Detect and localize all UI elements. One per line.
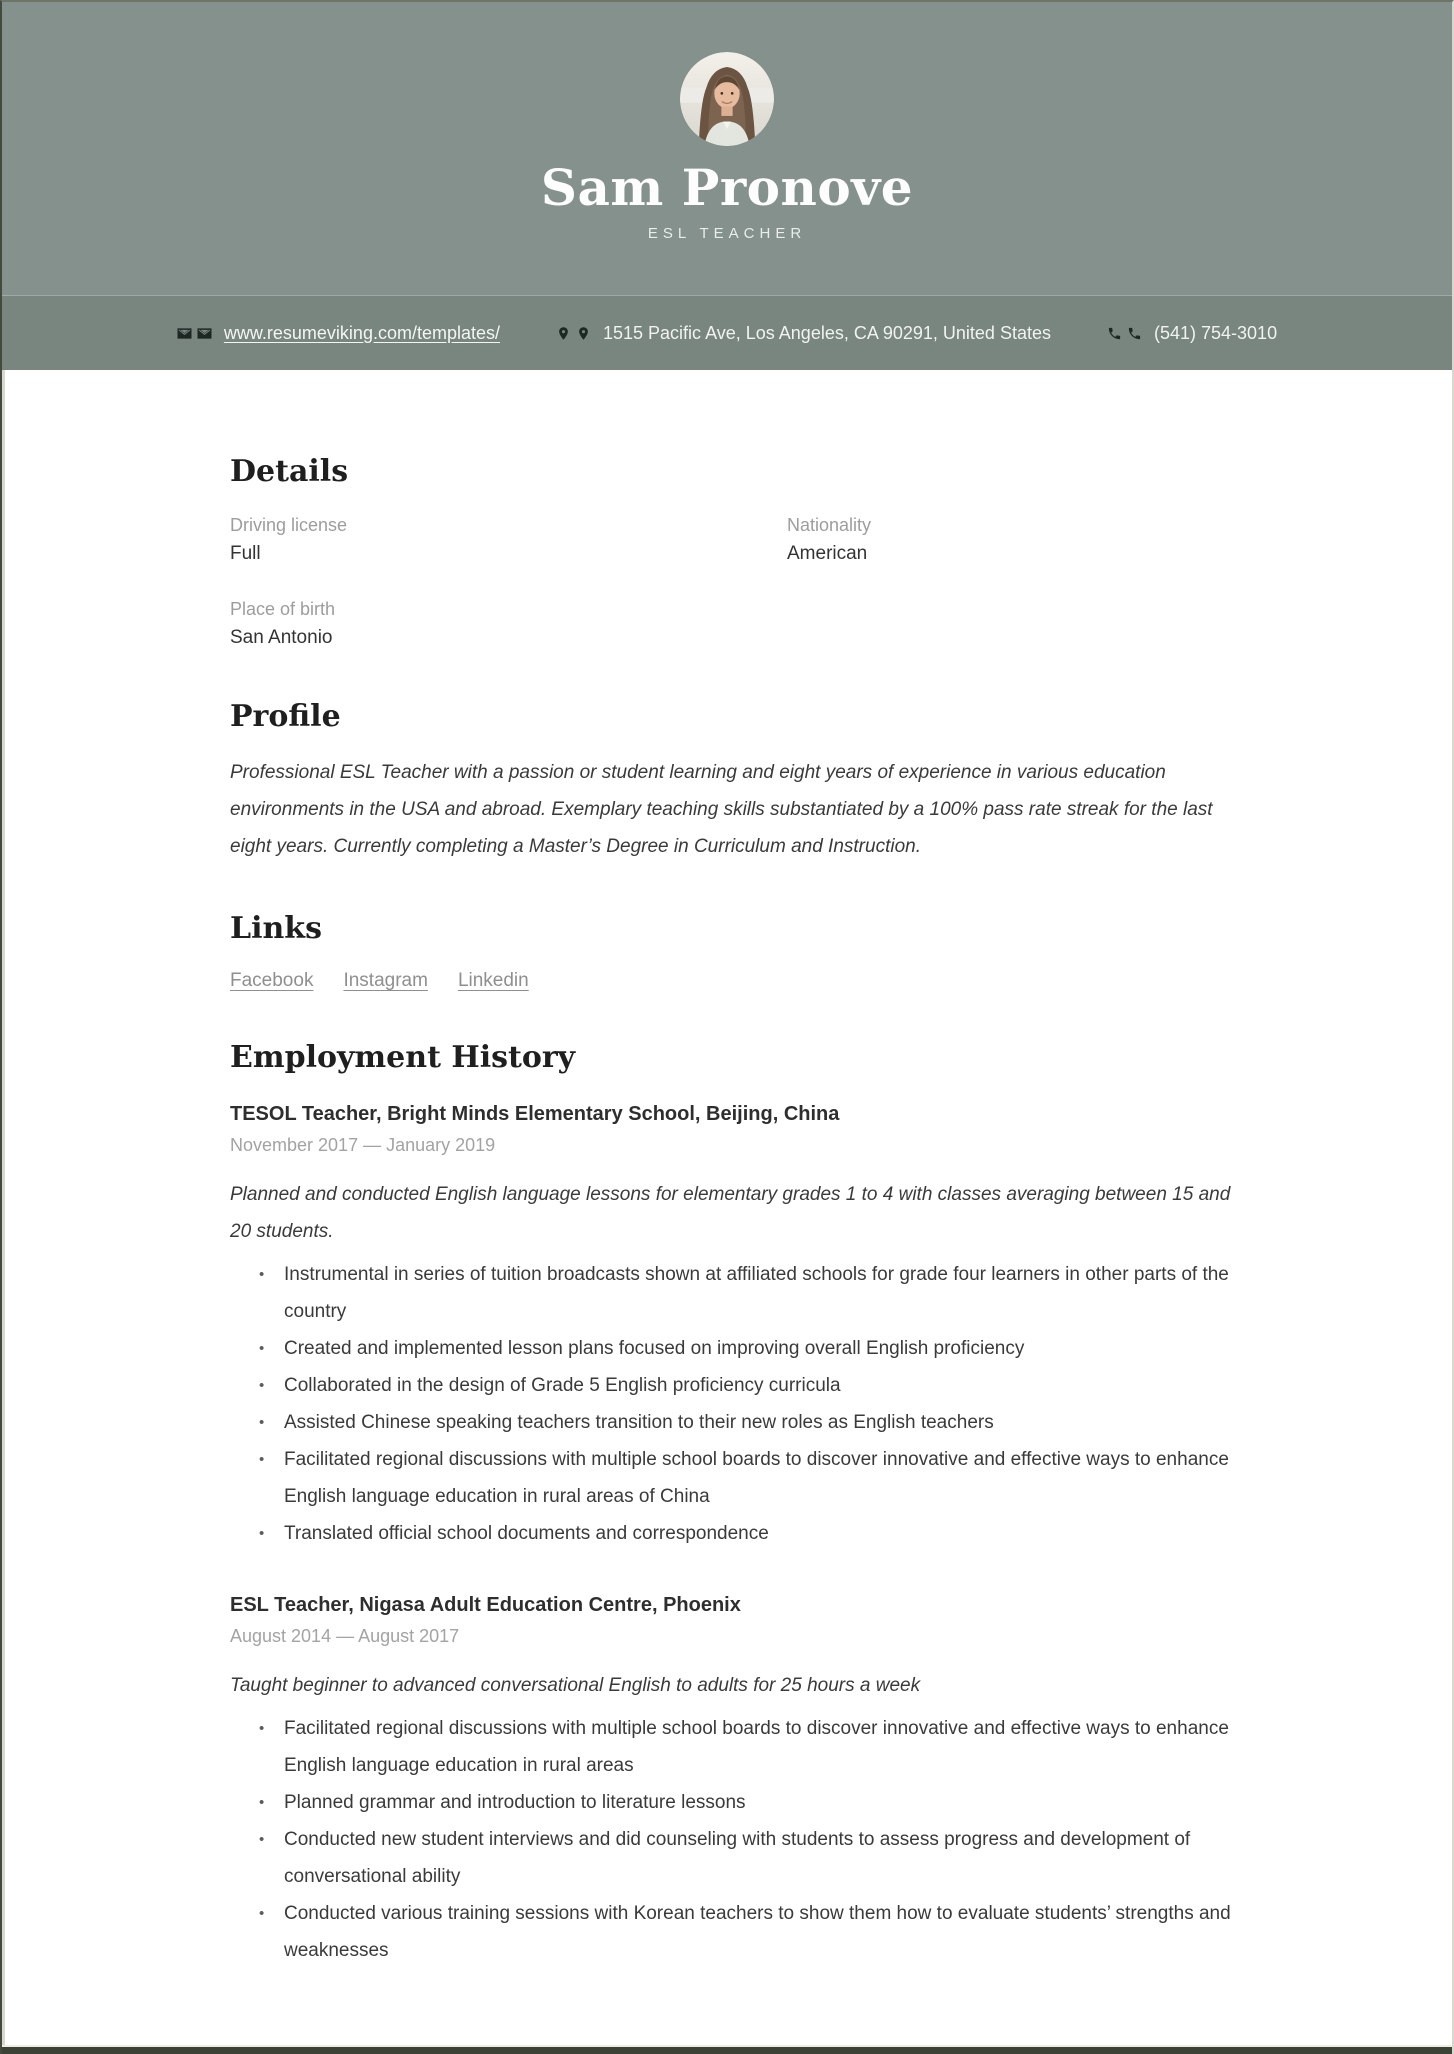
detail-field [230,515,787,565]
links-row [230,970,1231,992]
section-details [230,454,1231,649]
location-pin-icon [576,326,591,341]
instagram-link[interactable]: Instagram [343,970,428,991]
detail-field [787,515,1231,565]
details-grid [230,515,1231,649]
section-employment-history [230,1040,1231,1969]
job-summary: Planned and conducted English language lessons for elementary grades 1 to 4 with classes averaging between 15 and 20 students. [230,1184,1231,1242]
phone-icon [1107,326,1122,341]
contact-bar [2,295,1452,370]
field-value: Full [230,543,261,564]
person-job-title: ESL TEACHER [647,225,807,242]
job-bullet: • Instrumental in series of tuition broadcasts shown at affiliated schools for grade four learners in other parts of the country [230,1256,1231,1330]
job-bullet: • Collaborated in the design of Grade 5 English proficiency curricula [230,1367,1231,1404]
field-label: Place of birth [230,599,336,619]
contact-address [556,323,1051,344]
job-period: November 2017 — January 2019 [230,1135,496,1155]
section-links [230,911,1231,992]
phone-text: (541) 754-3010 [1153,322,1278,343]
profile-summary: Professional ESL Teacher with a passion or student learning and eight years of experience in various education environments in the USA and abroad. Exemplary teaching skills substantiated by a 100% pass rate streak for the last eight years. Currently completing a Master’s Degree in Curriculum and Instruction. [230,762,1213,857]
job-entry [230,1594,1231,1969]
detail-field [230,599,787,649]
job-entry [230,1103,1231,1552]
job-title: TESOL Teacher, Bright Minds Elementary School, Beijing, China [230,1103,840,1125]
resume-body [2,370,1452,2045]
details-heading: Details [230,454,349,489]
field-label: Driving license [230,515,348,535]
job-bullet: • Conducted various training sessions with Korean teachers to show them how to evaluate students’ strengths and weaknesses [230,1895,1231,1969]
links-heading: Links [230,911,322,946]
job-bullet: • Planned grammar and introduction to literature lessons [230,1784,1231,1821]
section-profile [230,699,1231,865]
field-value: San Antonio [230,627,333,648]
job-bullet: • Facilitated regional discussions with multiple school boards to discover innovative and effective ways to enhance English language education in rural areas of China [230,1441,1231,1515]
contact-website [177,323,500,344]
hero-header [2,2,1452,295]
job-bullet: • Assisted Chinese speaking teachers transition to their new roles as English teachers [230,1404,1231,1441]
linkedin-link[interactable]: Linkedin [457,970,529,991]
person-name: Sam Pronove [540,158,914,217]
field-label: Nationality [787,515,872,535]
profile-heading: Profile [230,699,341,734]
job-bullet-list [230,1256,1231,1552]
job-bullet: • Conducted new student interviews and did counseling with students to assess progress and development of conversational ability [230,1821,1231,1895]
envelope-icon [197,326,212,341]
job-bullet: • Translated official school documents and correspondence [230,1515,1231,1552]
job-bullet-list [230,1710,1231,1969]
location-pin-icon [556,326,571,341]
facebook-link[interactable]: Facebook [230,970,314,991]
job-title: ESL Teacher, Nigasa Adult Education Centre, Phoenix [230,1594,741,1616]
phone-icon [1127,326,1142,341]
envelope-icon [177,326,192,341]
page-bottom-bar [2,2045,1452,2054]
profile-photo [680,52,774,146]
website-link[interactable]: www.resumeviking.com/templates/ [223,322,500,343]
profile-photo-image [680,52,774,146]
contact-phone [1107,323,1277,344]
job-bullet: • Facilitated regional discussions with multiple school boards to discover innovative and effective ways to enhance English language education in rural areas [230,1710,1231,1784]
address-text: 1515 Pacific Ave, Los Angeles, CA 90291, United States [603,322,1051,343]
job-bullet: • Created and implemented lesson plans focused on improving overall English proficiency [230,1330,1231,1367]
job-period: August 2014 — August 2017 [230,1626,460,1646]
field-value: American [787,543,868,564]
job-summary: Taught beginner to advanced conversational English to adults for 25 hours a week [230,1675,921,1696]
employment-heading: Employment History [230,1040,576,1075]
